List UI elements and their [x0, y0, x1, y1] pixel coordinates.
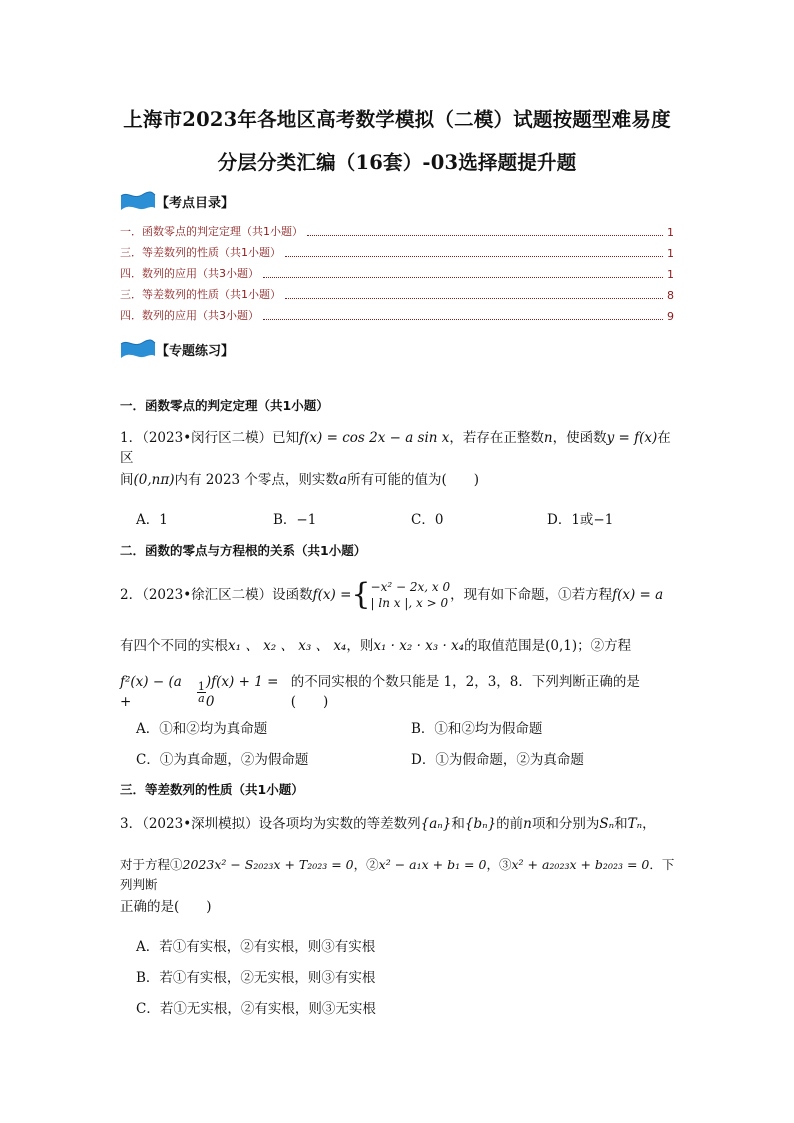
question-2-line3 [120, 675, 675, 709]
toc-header-label: 【考点目录】 [156, 195, 235, 211]
math-expression: x₁ · x₂ · x₃ · x₄ [373, 638, 465, 654]
document-title-line2: 分层分类汇编（16套）-03选择题提升题 [217, 151, 577, 174]
math-variable: n [523, 816, 532, 832]
section-heading: 二．函数的零点与方程根的关系（共1小题） [120, 543, 367, 558]
flag-icon [120, 190, 156, 212]
document-title-line1: 上海市2023年各地区高考数学模拟（二模）试题按题型难易度 [123, 108, 671, 131]
toc-dot-leader [263, 318, 663, 320]
question-3-line2 [120, 855, 675, 895]
brace-symbol: { [351, 577, 371, 612]
answer-option-a[interactable]: A．1 [136, 512, 168, 528]
question-1-line1 [120, 428, 675, 468]
practice-header [120, 337, 234, 361]
toc-entry-text: 三．等差数列的性质（共1小题） [120, 288, 281, 301]
math-expression: f(x) = [312, 587, 352, 603]
practice-header-label: 【专题练习】 [156, 343, 235, 359]
math-expression: x₁ 、 x₂ 、 x₃ 、 x₄ [228, 638, 347, 654]
fraction-denominator: a [198, 691, 205, 705]
toc-entry[interactable] [120, 260, 674, 281]
section-heading: 一．函数零点的判定定理（共1小题） [120, 398, 329, 413]
fraction [197, 681, 206, 704]
answer-option-c[interactable]: C．0 [411, 512, 444, 528]
answer-option-c[interactable]: C．若①无实根，②有实根，则③无实根 [136, 1001, 376, 1017]
math-variable: a [338, 472, 347, 488]
question-text: 有四个不同的实根 [120, 638, 228, 654]
question-text: ，现有如下命题，①若方程 [450, 587, 613, 603]
toc-dot-leader [263, 276, 663, 278]
question-3-line3: 正确的是( ) [120, 899, 212, 915]
question-text: 和 [614, 816, 628, 832]
math-expression: x² + a₂₀₂₃x + b₂₀₂₃ = 0 [511, 857, 650, 872]
toc-entry[interactable] [120, 239, 674, 260]
math-expression: {aₙ} [420, 816, 452, 832]
question-text: 对于方程① [120, 857, 183, 872]
toc-entry-page: 9 [667, 310, 674, 323]
question-text: ，③ [486, 857, 512, 872]
question-text: 和 [451, 816, 465, 832]
toc-entry-text: 三．等差数列的性质（共1小题） [120, 246, 281, 259]
math-expression: {bₙ} [464, 816, 497, 832]
question-text: ，使函数 [552, 430, 607, 446]
answer-option-d[interactable]: D．①为假命题，②为真命题 [411, 752, 584, 768]
question-text: ，② [353, 857, 379, 872]
question-text: 的前 [496, 816, 524, 832]
question-3-line1 [120, 814, 675, 834]
piecewise-case: −x² − 2x, x 0 [370, 580, 451, 594]
section-heading: 三．等差数列的性质（共1小题） [120, 782, 304, 797]
piecewise-case: | ln x |, x > 0 [370, 596, 449, 610]
toc-dot-leader [285, 255, 663, 257]
answer-option-b[interactable]: B．若①有实根，②无实根，则③有实根 [136, 970, 376, 986]
question-text: ，若存在正整数 [449, 430, 544, 446]
math-expression: y = f(x) [606, 430, 658, 446]
answer-option-b[interactable]: B．①和②均为假命题 [411, 721, 543, 737]
math-expression: Sₙ [599, 816, 615, 832]
question-1-line2 [120, 470, 675, 490]
math-expression: 2023x² − S₂₀₂₃x + T₂₀₂₃ = 0 [182, 857, 354, 872]
question-text: 内有 2023 个零点，则实数 [174, 472, 339, 488]
toc-header [120, 189, 234, 213]
math-expression: (0,1) [545, 638, 578, 654]
math-expression: Tₙ [627, 816, 643, 832]
question-text: 项和分别为 [531, 816, 600, 832]
answer-option-a[interactable]: A．①和②均为真命题 [136, 721, 268, 737]
question-text: 在区 [120, 430, 671, 466]
fraction-numerator: 1 [197, 679, 205, 693]
toc-entry-page: 1 [667, 226, 674, 239]
toc-entry-page: 1 [667, 247, 674, 260]
math-expression: x² − a₁x + b₁ = 0 [378, 857, 487, 872]
table-of-contents [120, 218, 674, 323]
toc-entry-text: 四．数列的应用（共3小题） [120, 267, 259, 280]
toc-entry-page: 1 [667, 268, 674, 281]
toc-entry-text: 四．数列的应用（共3小题） [120, 309, 259, 322]
piecewise-cases [371, 579, 451, 611]
toc-entry[interactable] [120, 281, 674, 302]
question-text: 的取值范围是 [464, 638, 546, 654]
question-text: 所有可能的值为( ) [347, 472, 480, 488]
toc-dot-leader [285, 297, 663, 299]
question-text: 3．（2023•深圳模拟）设各项均为实数的等差数列 [120, 816, 421, 832]
math-expression: (0,nπ) [133, 472, 175, 488]
toc-dot-leader [307, 234, 663, 236]
question-text: 2．（2023•徐汇区二模）设函数 [120, 587, 313, 603]
question-2-line1 [120, 576, 675, 614]
math-expression: )f(x) + 1 = 0 [205, 674, 279, 710]
question-text: 的不同实根的个数只能是 1，2，3，8．下列判断正确的是( ) [290, 674, 640, 710]
question-text: ；②方程 [577, 638, 632, 654]
question-text: 1．（2023•闵行区二模）已知 [120, 430, 300, 446]
math-expression: f(x) = a [612, 587, 664, 603]
toc-entry-page: 8 [667, 289, 674, 302]
answer-option-b[interactable]: B．−1 [273, 512, 317, 528]
question-text: ， [642, 816, 656, 832]
question-text: 间 [120, 472, 134, 488]
toc-entry[interactable] [120, 218, 674, 239]
toc-entry-text: 一．函数零点的判定定理（共1小题） [120, 225, 303, 238]
toc-entry[interactable] [120, 302, 674, 323]
question-text: ．下列判断 [120, 857, 675, 892]
math-expression: f²(x) − (a + [120, 674, 182, 710]
question-2-line2 [120, 636, 675, 656]
math-variable: n [543, 430, 553, 446]
answer-option-a[interactable]: A．若①有实根，②有实根，则③有实根 [136, 939, 376, 955]
math-expression: f(x) = cos 2x − a sin x [299, 430, 450, 446]
answer-option-c[interactable]: C．①为真命题，②为假命题 [136, 752, 309, 768]
answer-option-d[interactable]: D．1或−1 [547, 512, 614, 528]
flag-icon [120, 338, 156, 360]
question-text: ，则 [346, 638, 374, 654]
